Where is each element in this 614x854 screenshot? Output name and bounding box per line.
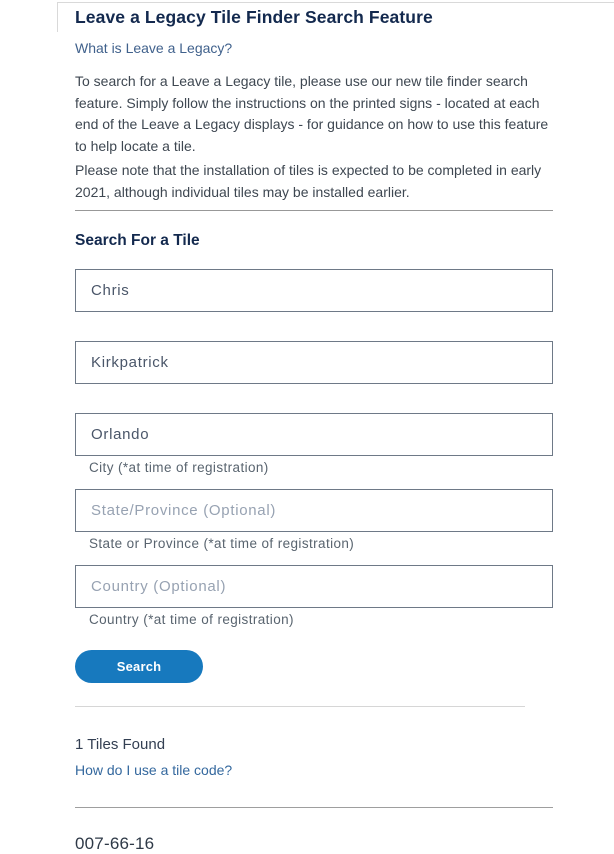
city-input[interactable] [75, 413, 553, 456]
state-province-field-group [75, 489, 553, 552]
state-province-helper-text: State or Province (*at time of registration) [89, 536, 355, 551]
country-helper-text: Country (*at time of registration) [89, 612, 294, 627]
page-title: Leave a Legacy Tile Finder Search Feature [75, 7, 433, 27]
country-input[interactable] [75, 565, 553, 608]
search-section-heading: Search For a Tile [75, 232, 200, 249]
tile-search-form [75, 269, 553, 683]
country-field-group [75, 565, 553, 628]
city-field-group [75, 413, 553, 476]
last-name-input[interactable] [75, 341, 553, 384]
panel-left-border [57, 2, 58, 32]
city-helper-text: City (*at time of registration) [89, 460, 269, 475]
last-name-field-group [75, 341, 553, 384]
about-leave-a-legacy-link[interactable]: What is Leave a Legacy? [75, 40, 233, 56]
tile-code-divider [75, 807, 553, 808]
tile-finder-page [75, 0, 553, 854]
first-name-field-group [75, 269, 553, 312]
results-count: 1 Tiles Found [75, 736, 166, 753]
first-name-input[interactable] [75, 269, 553, 312]
state-province-input[interactable] [75, 489, 553, 532]
tile-code-value: 007-66-16 [75, 834, 155, 853]
intro-paragraph: To search for a Leave a Legacy tile, please use our new tile finder search feature. Simply follow the instructions on the printed signs - located at each end of the Leave a Legacy displays - for guidance on how to use this feature to help locate a tile. [75, 73, 549, 154]
top-divider [75, 210, 553, 211]
results-divider [75, 706, 525, 707]
tile-code-help-link[interactable]: How do I use a tile code? [75, 762, 233, 778]
installation-note-paragraph: Please note that the installation of tiles is expected to be completed in early 2021, although individual tiles may be installed earlier. [75, 162, 542, 200]
search-button[interactable]: Search [75, 650, 203, 683]
